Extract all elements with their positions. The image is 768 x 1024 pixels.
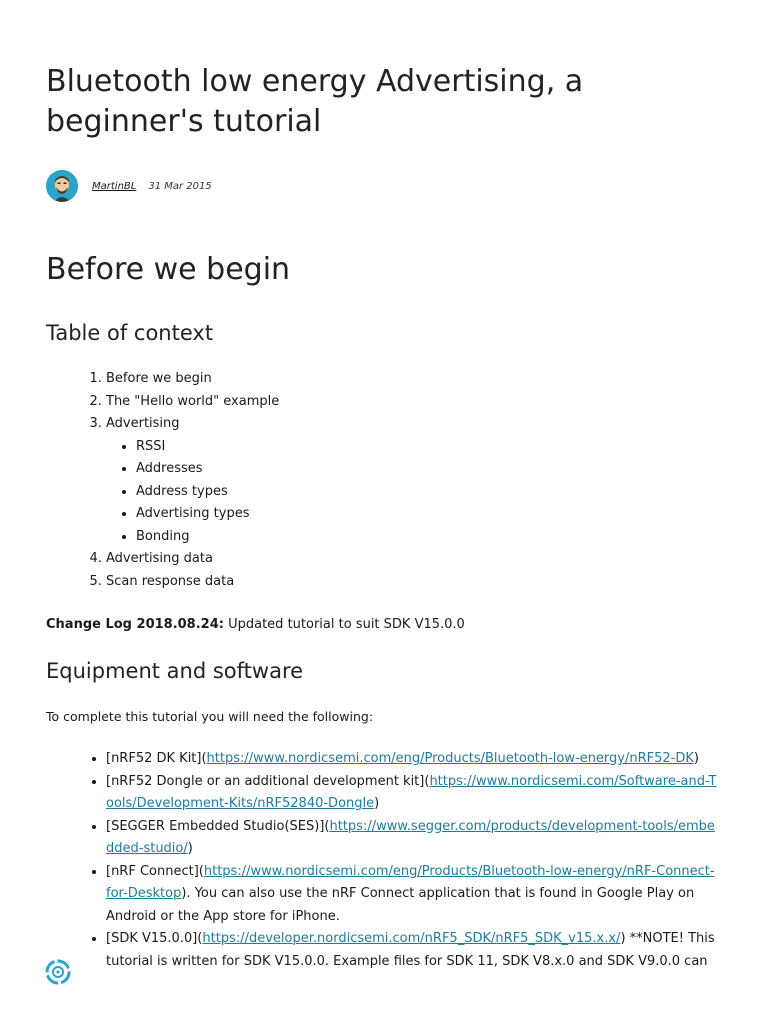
product-link[interactable]: https://developer.nordicsemi.com/nRF5_SDK/nRF5_SDK_v15.x.x/ bbox=[202, 931, 621, 946]
toc-sublist bbox=[106, 436, 279, 549]
changelog-text: Updated tutorial to suit SDK V15.0.0 bbox=[223, 617, 465, 632]
heading-table-of-context: Table of context bbox=[46, 321, 214, 345]
help-widget-button[interactable] bbox=[44, 958, 72, 986]
toc-item: 4. Advertising data bbox=[106, 548, 279, 571]
toc-item: 1. Before we begin bbox=[106, 368, 279, 391]
item-prefix: [SEGGER Embedded Studio(SES)]( bbox=[106, 818, 330, 834]
product-link[interactable]: https://www.nordicsemi.com/eng/Products/Bluetooth-low-energy/nRF52-DK bbox=[206, 751, 694, 766]
heading-equipment: Equipment and software bbox=[46, 659, 304, 683]
item-prefix: [nRF52 DK Kit]( bbox=[106, 751, 207, 766]
avatar-illustration-icon bbox=[46, 170, 78, 202]
item-suffix: ) **NOTE! This tutorial is written for SDK V15.0.0. Example files for SDK 11, SDK V8.x.0 and SDK V9.0.0 can bbox=[106, 931, 715, 969]
item-suffix: ) bbox=[693, 751, 699, 766]
equipment-list bbox=[46, 748, 718, 973]
item-prefix: [SDK V15.0.0]( bbox=[106, 931, 203, 946]
help-widget-icon bbox=[45, 959, 71, 985]
list-item bbox=[106, 928, 718, 973]
avatar[interactable] bbox=[46, 170, 78, 202]
changelog-label: Change Log 2018.08.24: bbox=[46, 617, 224, 632]
item-suffix: ) bbox=[374, 796, 380, 811]
toc-item-label: Advertising bbox=[106, 416, 180, 431]
author-link[interactable]: MartinBL bbox=[92, 180, 137, 192]
product-link[interactable]: https://www.nordicsemi.com/Software-and-Tools/Development-Kits/nRF52840-Dongle bbox=[106, 773, 717, 811]
heading-before-we-begin: Before we begin bbox=[46, 252, 291, 287]
changelog bbox=[46, 614, 465, 636]
toc-item: 2. The "Hello world" example bbox=[106, 391, 279, 414]
toc-subitem: • Addresses bbox=[136, 458, 279, 481]
item-suffix: ). You can also use the nRF Connect application that is found in Google Play on Android or the App store for iPhone. bbox=[106, 886, 695, 924]
list-item bbox=[106, 816, 718, 861]
toc-subitem: • Bonding bbox=[136, 526, 279, 549]
list-item bbox=[106, 748, 718, 771]
product-link[interactable]: https://www.nordicsemi.com/eng/Products/Bluetooth-low-energy/nRF-Connect-for-Desktop bbox=[106, 863, 715, 901]
product-link[interactable]: https://www.segger.com/products/development-tools/embedded-studio/ bbox=[106, 818, 715, 856]
toc-item bbox=[106, 413, 279, 548]
table-of-contents bbox=[46, 368, 279, 593]
page-title: Bluetooth low energy Advertising, a beginner's tutorial bbox=[46, 64, 584, 139]
item-prefix: [nRF Connect]( bbox=[106, 863, 204, 879]
publish-date: 31 Mar 2015 bbox=[148, 180, 212, 192]
intro-text: To complete this tutorial you will need the following: bbox=[46, 709, 374, 724]
item-suffix: ) bbox=[187, 841, 193, 856]
list-item bbox=[106, 861, 718, 929]
author-row bbox=[46, 170, 212, 202]
toc-item: 5. Scan response data bbox=[106, 571, 279, 594]
toc-subitem: • RSSI bbox=[136, 436, 279, 459]
toc-subitem: • Address types bbox=[136, 481, 279, 504]
item-prefix: [nRF52 Dongle or an additional development kit]( bbox=[106, 773, 430, 789]
list-item bbox=[106, 771, 718, 816]
toc-subitem: • Advertising types bbox=[136, 503, 279, 526]
